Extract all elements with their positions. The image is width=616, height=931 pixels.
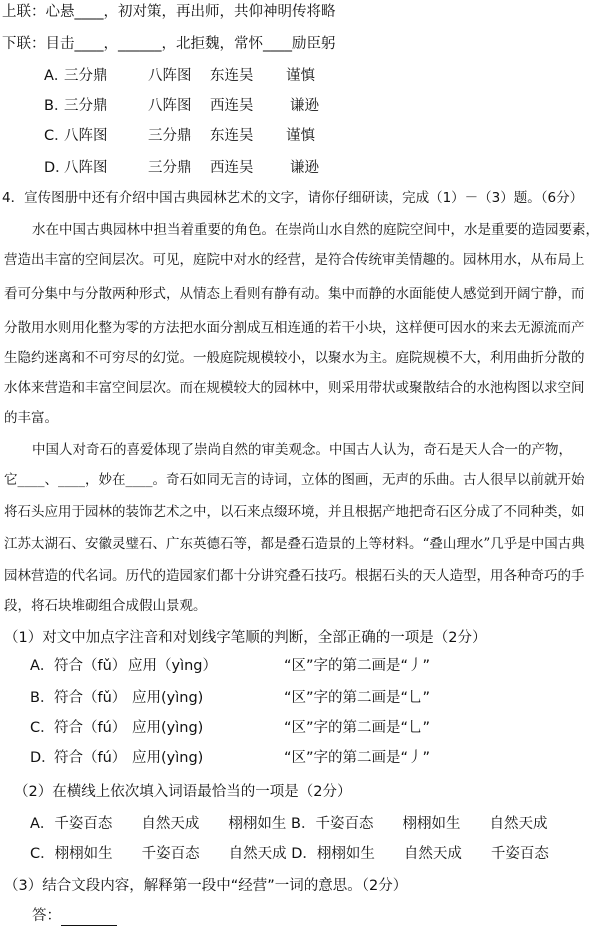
sub1-option-c: C．符合（fú） 应用(yìng) “区”字的第二画是“乚” [30,720,431,736]
sub1-prompt: （1）对文中加点字注音和对划线字笔顺的判断，全部正确的一项是（2分） [4,630,487,646]
mc-option-a: A．三分鼎 八阵图 东连吴 谨慎 [44,68,315,84]
passage-line: 水在中国古典园林中担当着重要的角色。在崇尚山水自然的庭院空间中，水是重要的造园要素， [32,222,599,238]
couplet-lower: 下联：目击____，______，北拒魏，常怀____励臣躬 [2,36,336,52]
passage-line: 营造出丰富的空间层次。可见，庭院中对水的经营，是符合传统审美情趣的。园林用水，从布局上 [4,252,585,268]
passage-line: 生隐约迷离和不可穷尽的幻觉。一般庭院规模较小，以聚水为主。庭院规模不大，利用曲折分散的 [4,350,585,366]
sub2-options-row-1: A．千姿百态 自然天成 栩栩如生 B．千姿百态 栩栩如生 自然天成 [30,816,548,832]
passage-line: 中国人对奇石的喜爱体现了崇尚自然的审美观念。中国古人认为，奇石是天人合一的产物， [32,442,572,458]
passage-line: 它____、____，妙在____。奇石如同无言的诗词，立体的图画，无声的乐曲。古人很早以前就开始 [4,472,585,488]
passage-line: 将石头应用于园林的装饰艺术之中，以石来点缀环境，并且根据产地把奇石区分成了不同种类，如 [4,504,585,520]
sub2-prompt: （2）在横线上依次填入词语最恰当的一项是（2分） [14,784,352,800]
mc-option-d: D．八阵图 三分鼎 西连吴 谦逊 [44,160,319,176]
passage-line: 段，将石块堆砌组合成假山景观。 [4,598,207,614]
passage-line: 的丰富。 [4,410,58,426]
passage-line: 江苏太湖石、安徽灵璧石、广东英德石等，都是叠石造景的上等材料。“叠山理水”几乎是中国古典 [4,536,585,552]
sub2-options-row-2: C．栩栩如生 千姿百态 自然天成 D．栩栩如生 自然天成 千姿百态 [30,846,549,862]
passage-line: 园林营造的代名词。历代的造园家们都十分讲究叠石技巧。根据石头的天人造型，用各种奇巧的手 [4,568,585,584]
passage-line: 水体来营造和丰富空间层次。而在规模较大的园林中，则采用带状或聚散结合的水池构图以求空间 [4,380,585,396]
answer-label: 答： [32,908,61,924]
sub1-option-d: D．符合（fú） 应用(yìng) “区”字的第二画是“丿” [30,750,431,766]
q4-prompt: 4．宣传图册中还有介绍中国古典园林艺术的文字，请你仔细研读，完成（1）－（3）题。（6分） [2,190,584,206]
mc-option-c: C．八阵图 三分鼎 东连吴 谨慎 [44,128,315,144]
answer-line [32,906,117,926]
sub3-prompt: （3）结合文段内容，解释第一段中“经营”一词的意思。（2分） [4,878,408,894]
couplet-upper: 上联：心悬____，初对策，再出师，共仰神明传将略 [2,4,336,20]
mc-option-b: B．三分鼎 八阵图 西连吴 谦逊 [44,98,319,114]
passage-line: 分散用水则用化整为零的方法把水面分割成互相连通的若干小块，这样便可因水的来去无源流而产 [4,320,585,336]
passage-line: 看可分集中与分散两种形式，从情态上看则有静有动。集中而静的水面能使人感觉到开阔宁静，而 [4,286,585,302]
sub1-option-b: B．符合（fǔ） 应用(yìng) “区”字的第二画是“乚” [30,690,431,706]
answer-blank[interactable] [61,910,117,926]
sub1-option-a: A．符合（fǔ） 应用（yìng） “区”字的第二画是“丿” [30,658,431,674]
